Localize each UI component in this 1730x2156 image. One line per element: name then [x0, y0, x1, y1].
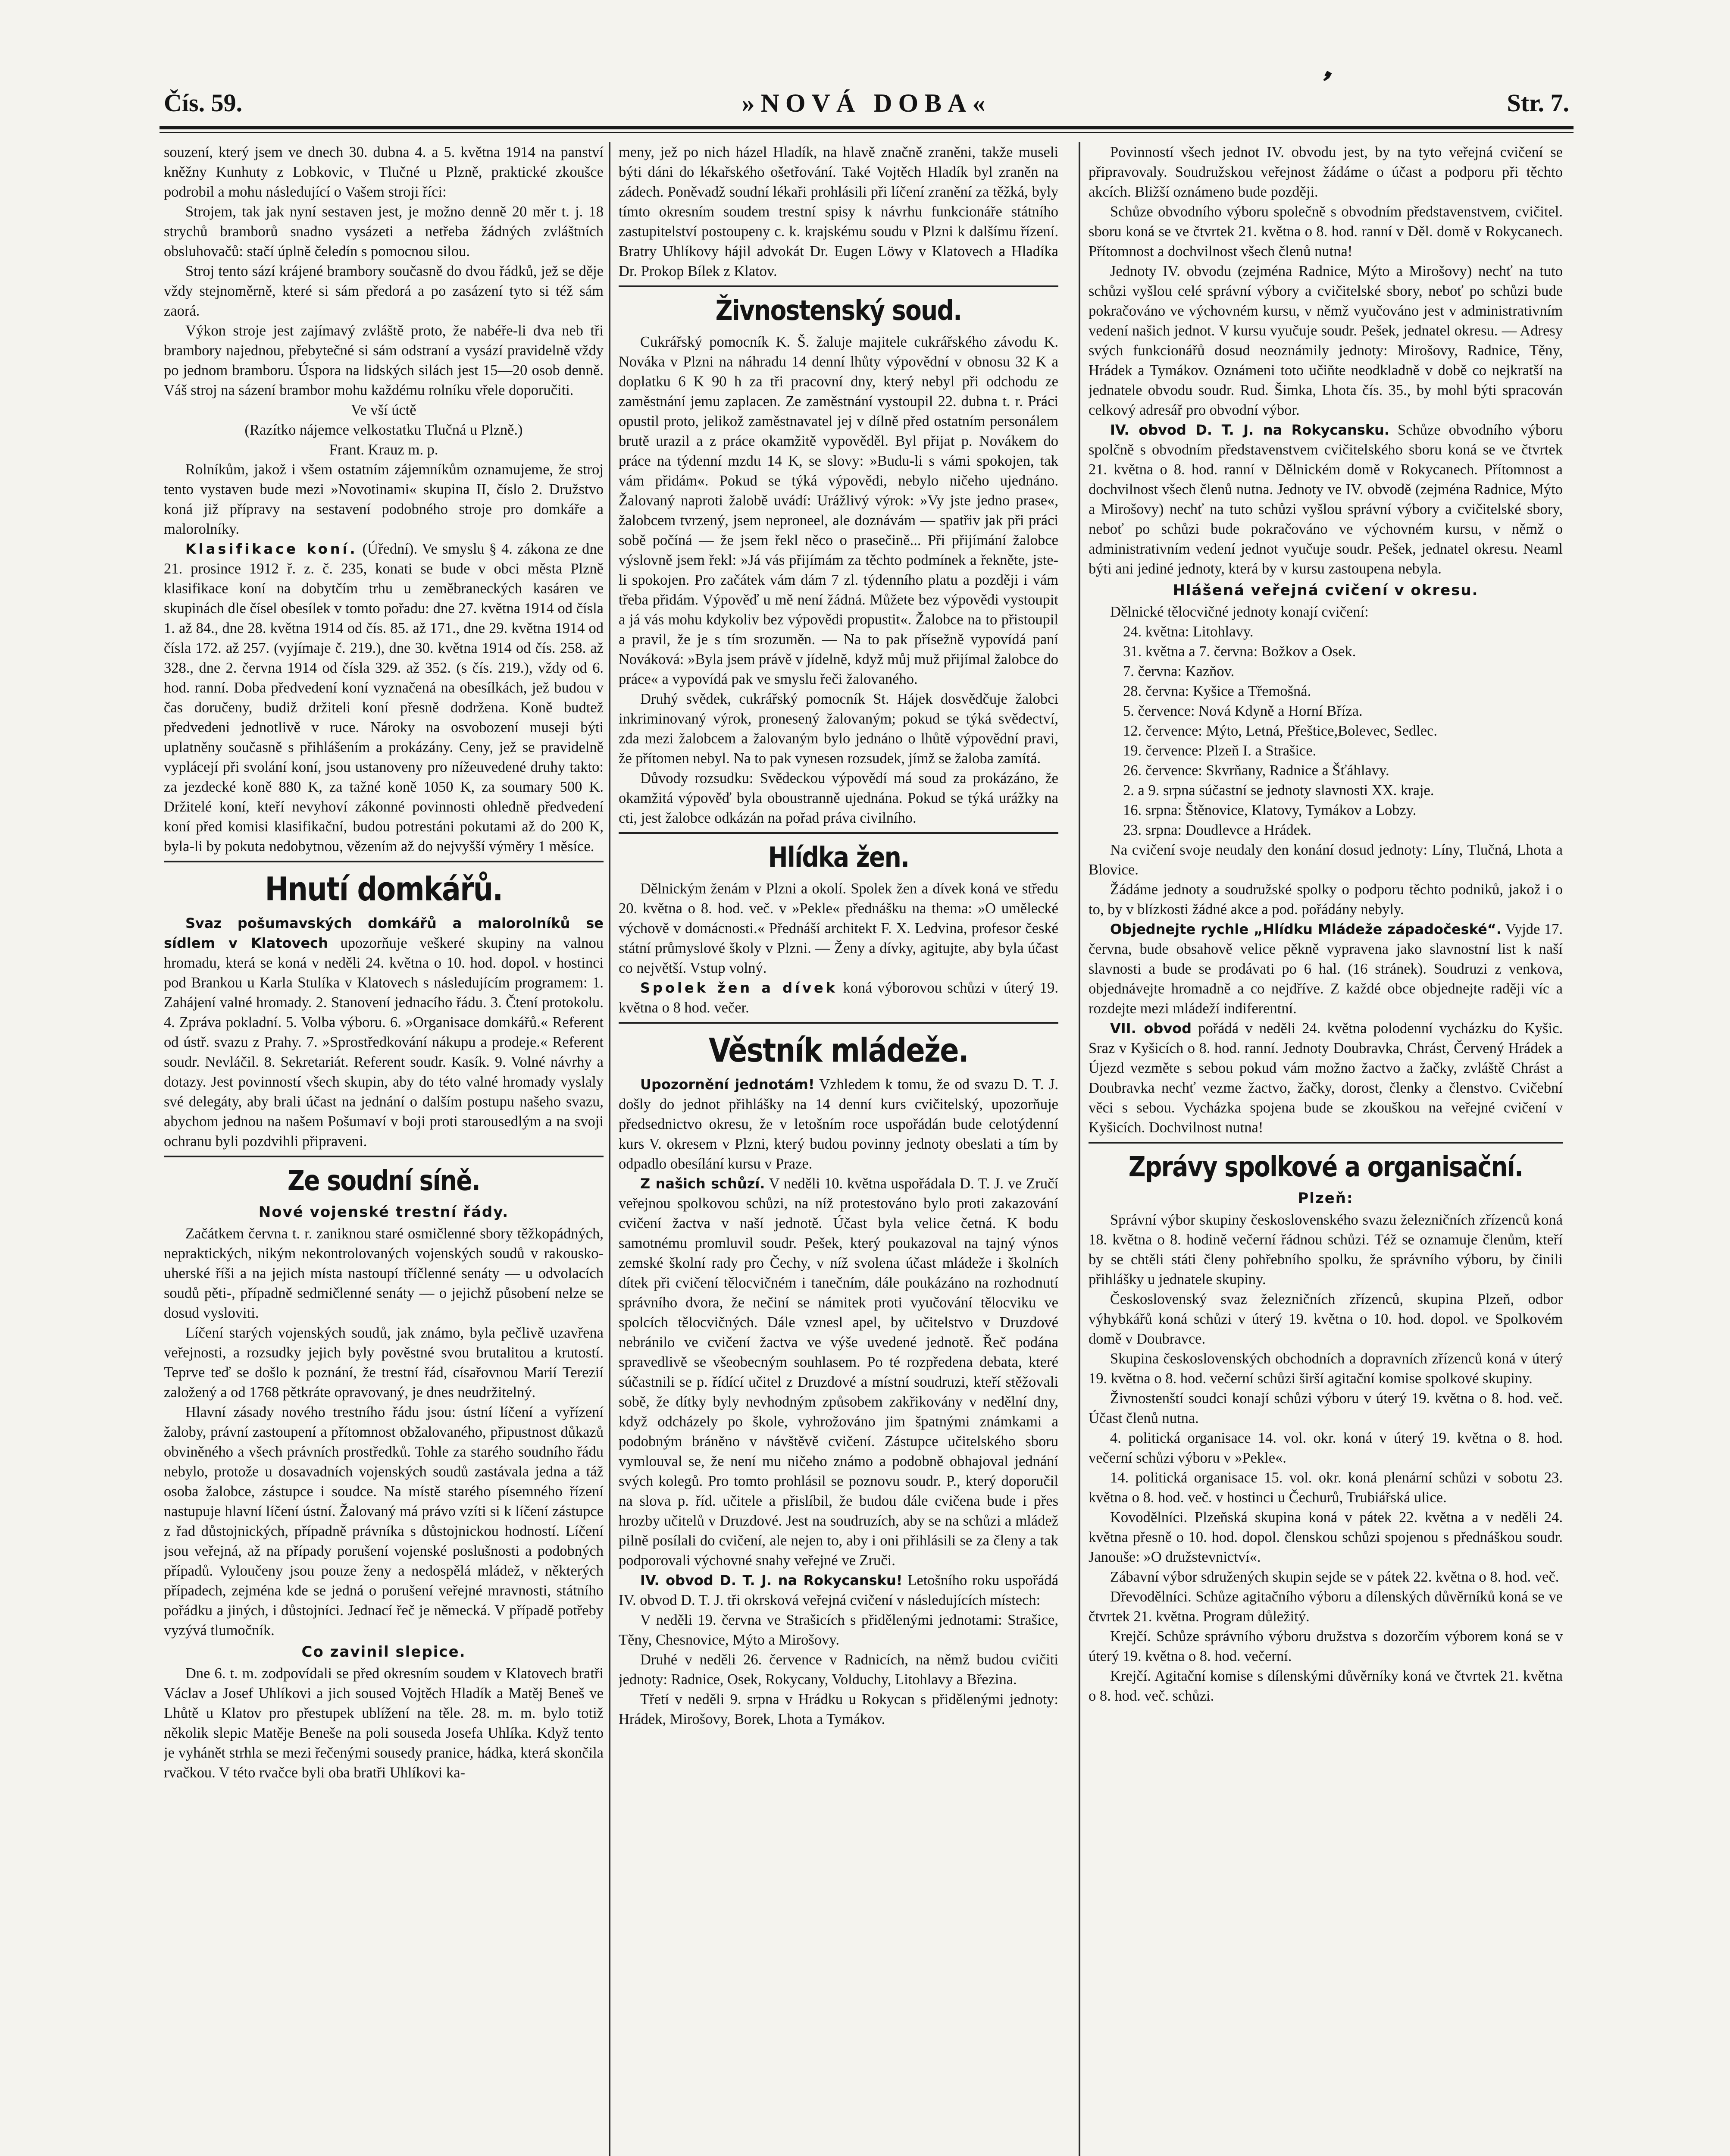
list-item: 31. května a 7. června: Božkov a Osek. [1123, 643, 1356, 660]
paragraph [1089, 919, 1563, 1018]
section-title: Hnutí domkářů. [265, 870, 503, 908]
article-lead: Klasifikace koní. [185, 541, 358, 557]
paragraph: Na cvičení svoje neudaly den konání dosud jednoty: Líny, Tlučná, Lhota a Blovice. [1089, 842, 1563, 878]
paragraph: Důvody rozsudku: Svědeckou výpovědí má soud za prokázáno, že okamžitá výpověď byla oboustranně ujednána. Pokud se týká urážky na cti, jest žalobce odkázán na pořad práva civilního. [619, 770, 1058, 826]
paragraph [164, 539, 604, 856]
column-1 [164, 142, 604, 2156]
column-3 [1089, 142, 1563, 2156]
stamp-note: (Razítko nájemce velkostatku Tlučná u Plzně.) [244, 422, 523, 438]
paragraph: Krejčí. Schůze správního výboru družstva s dozorčím výborem koná se v úterý 19. května o 8. hod. večerní. [1089, 1628, 1563, 1664]
section-rule [619, 285, 1058, 287]
paragraph: 14. politická organisace 15. vol. okr. koná plenární schůzi v sobotu 23. května o 8. hod. več. v hostinci u Čechurů, Trubiářská ulice. [1089, 1470, 1563, 1506]
header-rule-thin [160, 132, 1574, 133]
list-item: 5. července: Nová Kdyně a Horní Bříza. [1123, 703, 1363, 719]
section-rule [164, 1156, 604, 1157]
paragraph: souzení, který jsem ve dnech 30. dubna 4. a 5. května 1914 na panství kněžny Kunhuty z Lobkovic, v Tlučné u Plzně, praktické zkoušce podrobil a mohu následující o Vašem stroji říci: [164, 144, 604, 200]
page-number: Str. 7. [1507, 89, 1569, 117]
article-lead: Svaz pošumavských domkářů a malorolníků se sídlem v Klatovech [164, 915, 604, 951]
paragraph [619, 1075, 1058, 1174]
subsection-title: Plzeň: [1298, 1190, 1354, 1207]
paragraph: Rolníkům, jakož i všem ostatním zájemníkům oznamujeme, že stroj tento vystaven bude mezi »Novotinami« skupina II, číslo 2. Družstvo koná již přípravy na sestavení podobného stroje pro domkáře a malorolníky. [164, 461, 604, 537]
article-lead: Objednejte rychle „Hlídku Mládeže západočeské“. [1110, 921, 1502, 937]
closing: Ve vší úctě [351, 402, 416, 418]
list-item: 19. července: Plzeň I. a Strašice. [1123, 743, 1317, 759]
column-divider [609, 142, 610, 2156]
paragraph [619, 1570, 1058, 1610]
paragraph: 4. politická organisace 14. vol. okr. koná v úterý 19. května o 8. hod. večerní schůzi výboru v »Pekle«. [1089, 1430, 1563, 1466]
paragraph: Druhý svědek, cukrářský pomocník St. Hájek dosvědčuje žalobci inkriminovaný výrok, pronesený žalovaným; pokud se týká svědectví, zda mezi žalobcem a žalovaným bylo jednáno o lhůtě výpovědní pravi, že přítomen nebyl. Na to pak vynesen rozsudek, jímž se žaloba zamítá. [619, 691, 1058, 767]
paragraph [1089, 420, 1563, 579]
paragraph: Dřevodělníci. Schůze agitačního výboru a dílenských důvěrníků koná se ve čtvrtek 21. května. Program důležitý. [1089, 1589, 1563, 1625]
paragraph: Cukrářský pomocník K. Š. žaluje majitele cukrářského závodu K. Nováka v Plzni na náhradu 14 denní lhůty výpovědní v obnosu 32 K a doplatku 6 K 90 h za tři pracovní dny, který nebyl při odchodu ze zaměstnání jemu zaplacen. Ze zaměstnání vystoupil 22. dubna t. r. Práci opustil proto, jelikož zaměstnavatel jej v dílně před ostatním personálem brutě urazil a z práce okamžitě vypověděl. Byl přijat p. Novákem do práce na týdenní mzdu 14 K, se slovy: »Budu-li s vámi spokojen, tak vám přidám«. Pokud se týká výpovědi, nebylo ničeho ujednáno. Žalovaný naproti žalobě uvádí: Urážlivý výrok: »Vy jste jedno prase«, žalobcem tvrzený, jsem neproneel, ale doznávám — spatřiv jak při práci sobě počíná — že jsem řekl něco o prasečině... Při přijímání žalobce výslovně jsem řekl: »Já vás přijímám za těchto podmínek a řekněte, jste-li spokojen. Pro začátek vám dám 7 zl. týdenního platu a později i vám třeba přidám. Výpověď u mě není žádná. Můžete bez výpovědi vystoupit a já vás mohu kdykoliv bez výpovědi propustit«. Žalobce na to přistoupil a pravil, že je s tím srozuměn. — Na to pak přísežně vypovídá paní Nováková: »Byla jsem právě v jídelně, když můj muž přijímal žalobce do práce« a vypovídá pak ve smyslu řeči žalovaného. [619, 334, 1058, 687]
subsection-title: Nové vojenské trestní řády. [258, 1203, 509, 1221]
section-rule [619, 1022, 1058, 1024]
section-rule [619, 832, 1058, 834]
paragraph: Československý svaz železničních zřízenců, skupina Plzeň, odbor výhybkářů koná schůzi v úterý 19. května o 10. hod. dopol. ve Spolkovém domě v Doubravce. [1089, 1291, 1563, 1347]
list-item: 23. srpna: Doudlevce a Hrádek. [1123, 822, 1311, 838]
list-item: 16. srpna: Štěnovice, Klatovy, Tymákov a Lobzy. [1123, 802, 1417, 818]
article-lead: Upozornění jednotám! [640, 1076, 815, 1093]
article-text: V neděli 10. května uspořádala D. T. J. ve Zručí veřejnou spolkovou schůzi, na níž protestováno bylo proti zakazování cvičení žactva v naší jednotě. Účast byla velice četná. K bodu samotnému promluvil soudr. Pešek, který poukazoval na tajný výnos zemské školní rady pro Čechy, v níž svolena účast mládeže i školních dítek při cvičení tělocvičném i tanečním, dále poukázáno na rozhodnutí správního dvora, že nečiní se námitek proti vyučování tělocviku ve spolcích tělocvičných. Dále vznesl apel, by učitelstvo v Druzdové nebránilo ve cvičení žactva ve výše uvedené jednotě. Řeč podána spravedlivě se všeobecným souhlasem. Po té rozpředena debata, které súčastnili se p. řídící učitel z Druzdové a místní soudruzi, kteří stěžovali sobě, že dítky byly nevhodným způsobem zakřikovány v nedělní dny, když odcházely po škole, vyhrožováno jim špatnými známkami a podobným bráněno v návštěvě cvičení. Zástupce učitelského sboru vymlouval se, že není mu ničeho známo a podobně obhajoval jednání svých kolegů. Pro tomto prohlásil se poznovu soudr. P., který doporučil na slova p. říd. učitele a přislíbil, že budou dále cvičena bude i přes hrozby učitelů v Druzdové. Jest na soudruzích, aby se na schůzi a mládež pilně posílali do cvičení, ale nejen to, aby i oni přihlásili se za členy a tak podporovali výchovné snahy veřejné ve Zruči. [619, 1175, 1058, 1569]
list-item: 28. června: Kyšice a Třemošná. [1123, 683, 1311, 699]
section-title: Ze soudní síně. [287, 1165, 480, 1197]
paragraph: Správní výbor skupiny československého svazu železničních zřízenců koná 18. května o 8. hodině večerní řádnou schůzi. Též se oznamuje členům, kteří by se chtěli státi členy pohřebního spolku, že správního výboru, by činili přihlášky u jednatele skupiny. [1089, 1212, 1563, 1288]
paragraph [619, 978, 1058, 1018]
article-text: Vzhledem k tomu, že od svazu D. T. J. došly do jednot přihlášky na 14 denní kurs cvičitelský, upozorňuje předsednictvo okresu, že v letošním roce uspořádán bude celotýdenní kurs V. okresem v Plzni, který budou povinny jednoty obeslati a tím by odpadlo obesílání kursu v Praze. [619, 1076, 1058, 1172]
article-lead: IV. obvod D. T. J. na Rokycansku! [640, 1572, 903, 1589]
paragraph: Druhé v neděli 26. července v Radnicích, na němž budou cvičiti jednoty: Radnice, Osek, Rokycany, Volduchy, Litohlavy a Březina. [619, 1651, 1058, 1688]
paragraph: Dělnickým ženám v Plzni a okolí. Spolek žen a dívek koná ve středu 20. května o 8. hod. več. v »Pekle« přednášku na thema: »O umělecké výchově v domácnosti.« Přednáší architekt F. X. Ledvina, profesor české státní průmyslové školy v Plzni. — Ženy a dívky, agitujte, aby byla účast co největší. Vstup volný. [619, 881, 1058, 976]
column-divider [1079, 142, 1080, 2156]
article-lead: IV. obvod D. T. J. na Rokycansku. [1110, 422, 1390, 438]
column-2 [619, 142, 1058, 2156]
article-lead: VII. obvod [1110, 1020, 1192, 1037]
subsection-title: Co zavinil slepice. [301, 1643, 466, 1661]
article-text: koná výborovou schůzi v úterý 19. května o 8 hod. večer. [619, 980, 1058, 1016]
paragraph: Líčení starých vojenských soudů, jak známo, byla pečlivě uzavřena veřejnosti, a rozsudky jejich byly pověstné svou brutalitou a krutostí. Teprve teď se došlo k poznání, že trestní řád, císařovnou Marií Terezií založený a od 1768 pětkráte opravovaný, je dnes neudržitelný. [164, 1325, 604, 1401]
list-item: 2. a 9. srpna súčastní se jednoty slavnosti XX. kraje. [1123, 782, 1434, 799]
paragraph: meny, jež po nich házel Hladík, na hlavě značně zraněni, takže museli býti dáni do lékařského ošetřování. Také Vojtěch Hladík byl zraněn na zádech. Poněvadž soudní lékaři prohlásili při líčení zranění za těžká, byly tímto okresním soudem trestní spisy k návrhu funkcionáře státního zastupitelství postoupeny c. k. krajskému soudu v Plzni k dalšímu řízení. Bratry Uhlíkovy hájil advokát Dr. Eugen Löwy v Klatovech a Hladíka Dr. Prokop Bílek z Klatov. [619, 144, 1058, 279]
paragraph: Živnostenští soudci konají schůzi výboru v úterý 19. května o 8. hod. več. Účast členů nutna. [1089, 1390, 1563, 1426]
paragraph: Jednoty IV. obvodu (zejména Radnice, Mýto a Mirošovy) nechť na tuto schůzi vyšlou celé správní výbory a cvičitelské sbory, neboť po schůzi bude pokračováno ve výchovném kursu, v němž vyučováno jest v administrativním vedení našich jednot. V kursu vyučuje soudr. Pešek, jednatel okresu. — Adresy svých funkcionářů dosud neoznámily jednoty: Mirošovy, Radnice, Těny, Hrádek a Tymákov. Oznámeni toto učiňte neodkladně v době co nejkratší na jednatele obvodu soudr. Rud. Šimka, Lhota čís. 35., by mohl býti spracován celkový adresář pro obvodní výbor. [1089, 263, 1563, 418]
paragraph: Hlavní zásady nového trestního řádu jsou: ústní líčení a vyřízení žaloby, právní zastoupení a přítomnost obžalovaného, připustnost důkazů obviněného a všech právních prostředků. Tohle za starého soudního řádu nebylo, protože u dosavadních vojenských soudů zastávala jedna a táž osoba žalobce, zástupce i soudce. Na místě starého písemného řízení nastupuje hlavní líčení ústní. Žalovaný má právo vzíti si k líčení zástupce z řad důstojnických, případně právníka s důstojnickou hodností. Líčení jsou veřejná, až na případy porušení vojenské poslušnosti a podobných případů. Vyloučeny jsou pouze ženy a nedospělá mládež, v některých případech, zejména kde se jedná o porušení veřejné mravnosti, státního pořádku a jiných, i důstojníci. Jednací řeč je německá. V případě potřeby vyzývá tlumočník. [164, 1404, 604, 1639]
paragraph: Třetí v neděli 9. srpna v Hrádku u Rokycan s přidělenými jednoty: Hrádek, Mirošovy, Borek, Lhota a Tymákov. [619, 1691, 1058, 1727]
paragraph: Stroj tento sází krájené brambory současně do dvou řádků, jež se děje vždy stejnoměrně, které si sám předorá a po zasázení tyto si též sám zaorá. [164, 263, 604, 319]
article-text: Schůze obvodního výboru spolčně s obvodním představenstvem cvičitelského sboru koná se ve čtvrtek 21. května o 8. hod. ranní v Dělnickém domě v Rokycanech. Přítomnost a dochvilnost všech členů nutna. Jednoty ve IV. obvodě (zejména Radnice, Mýto a Mirošovy) nechť na tuto schůzi vyšlou správní výbory a cvičitelské sbory, neboť po schůzi bude pokračováno ve výchovném kursu, v němž o administrativním vedení jednot vyučuje soudr. Pešek, jednatel okresu. Neaml býti ani jediné jednoty, která by v kursu zastoupena nebyla. [1089, 422, 1563, 577]
paragraph: Začátkem června t. r. zaniknou staré osmičlenné sbory těžkopádných, nepraktických, nikým nekontrolovaných vojenských soudů v rakousko-uherské říši a na jejich místa nastoupí tříčlenné senáty — u odvolacích soudů pěti-, případně sedmičlenné senáty — o jejichž působení nelze se dosud vysloviti. [164, 1225, 604, 1321]
article-text: Letošního roku uspořádá IV. obvod D. T. J. tři okrsková veřejná cvičení v následujících místech: [619, 1572, 1058, 1608]
paragraph: Zábavní výbor sdružených skupin sejde se v pátek 22. května o 8. hod. več. [1110, 1569, 1559, 1585]
paragraph: Dne 6. t. m. zodpovídali se před okresním soudem v Klatovech bratři Václav a Josef Uhlíkovi a jich soused Vojtěch Hladík a Matěj Beneš ve Lhůtě u Klatov pro přestupek ublížení na těle. 28. m. m. bylo totiž několik slepic Matěje Beneše na poli souseda Josefa Uhlíka. Když tento je vyhánět strhla se mezi řečenými sousedy pranice, hádka, která skončila rvačkou. V této rvačce byli oba bratři Uhlíkovi ka- [164, 1665, 604, 1781]
article-lead: Spolek žen a dívek [640, 980, 838, 996]
section-title: Věstník mládeže. [708, 1031, 969, 1069]
section-title: Hlídka žen. [768, 842, 909, 874]
subsection-title: Hlášená veřejná cvičení v okresu. [1173, 582, 1479, 599]
paragraph: Povinností všech jednot IV. obvodu jest, by na tyto veřejná cvičení se připravovaly. Soudružskou veřejnost žádáme o účast a podporu při těchto akcích. Bližší oznámeno bude později. [1089, 144, 1563, 200]
ink-mark-icon: ❜ [1311, 64, 1337, 100]
signature: Frant. Krauz m. p. [329, 442, 438, 458]
newspaper-title: »NOVÁ DOBA« [741, 89, 992, 117]
paragraph: Schůze obvodního výboru společně s obvodním představenstvem, cvičitel. sboru koná se ve čtvrtek 21. května o 8. hod. ranní v Děl. domě v Rokycanech. Přítomnost a dochvilnost všech členů nutna! [1089, 204, 1563, 260]
article-text: Vyjde 17. června, bude obsahově velice pěkně vypravena jako slavnostní list k naší slavnosti a bude se prodávati po 6 hal. (16 stránek). Soudruzi z venkova, objednávejte hromadně a co nejdříve. Z každé obce objednejte raději víc a rozdejte mezi mládeží indiferentní. [1089, 921, 1563, 1017]
paragraph: V neděli 19. června ve Strašicích s přidělenými jednotami: Strašice, Těny, Chesnovice, Mýto a Mirošovy. [619, 1612, 1058, 1648]
exercise-list [1089, 622, 1563, 840]
page-header [164, 88, 1569, 127]
section-title: Zprávy spolkové a organisační. [1128, 1151, 1523, 1183]
article-text: pořádá v neděli 24. května polodenní vycházku do Kyšic. Sraz v Kyšicích o 8. hod. ranní. Jednoty Doubravka, Chrást, Červený Hrádek a Újezd vezměte s sebou pokud vám možno žactvo a žačky, zvláště Chrást a Doubravka nechť vezme žactvo, žačky, dorost, členky a členstvo. Cvičební věci s sebou. Vycházka spojena bude se zkouškou na veřejné cvičení v Kyšicích. Dochvilnost nutna! [1089, 1020, 1563, 1136]
section-rule [1089, 1142, 1563, 1144]
article-lead: Z našich schůzí. [640, 1175, 765, 1192]
article-text: upozorňuje veškeré skupiny na valnou hromadu, která se koná v neděli 24. května o 10. hod. dopol. v hostinci pod Brankou u Karla Stulíka v Klatovech s následujícím programem: 1. Zahájení valné hromady. 2. Stanovení jednacího řádu. 3. Čtení protokolu. 4. Zpráva pokladní. 5. Volba výboru. 6. »Organisace domkářů.« Referent od ústř. svazu z Prahy. 7. »Sprostředkování nákupu a prodeje.« Referent soudr. Nevláčil. 8. Sekretariát. Referent soudr. Kasík. 9. Volné návrhy a dotazy. Jest povinností všech skupin, aby do této valné hromady vyslaly své delegáty, aby brali účast na jednání o dalším postupu našeho svazu, abychom jednou na našem Pošumaví v boji proti starousedlým a na svoji ochranu byli pozdvihli připraveni. [164, 935, 604, 1150]
issue-number: Čís. 59. [164, 89, 243, 117]
paragraph: Dělnické tělocvičné jednoty konají cvičení: [1110, 604, 1369, 620]
paragraph [619, 1174, 1058, 1570]
list-item: 24. května: Litohlavy. [1123, 624, 1254, 640]
list-item: 26. července: Skvrňany, Radnice a Šťáhlavy. [1123, 762, 1389, 779]
paragraph: Krejčí. Agitační komise s dílenskými důvěrníky koná ve čtvrtek 21. května o 8. hod. več. schůzi. [1089, 1668, 1563, 1704]
paragraph [1089, 1018, 1563, 1138]
section-rule [164, 861, 604, 862]
paragraph: Skupina československých obchodních a dopravních zřízenců koná v úterý 19. května o 8. hod. večerní schůzi širší agitační komise spolkové skupiny. [1089, 1351, 1563, 1387]
list-item: 12. července: Mýto, Letná, Přeštice,Bolevec, Sedlec. [1123, 723, 1438, 739]
paragraph: Žádáme jednoty a soudružské spolky o podporu těchto podniků, jakož i o to, by v blízkosti žádné akce a pod. pořádány nebyly. [1089, 881, 1563, 918]
section-title: Živnostenský soud. [715, 295, 962, 327]
article-text: (Úřední). Ve smyslu § 4. zákona ze dne 21. prosince 1912 ř. z. č. 235, konati se bude v obci města Plzně klasifikace koní na dobytčím trhu u zeměbraneckých kasáren ve skupinách dle čísel obesílek v tomto pořadu: dne 27. května 1914 od čísla 1. až 84., dne 28. května 1914 od čís. 85. až 171., dne 29. května 1914 od čísla 172. až 257. (vyjímaje č. 219.), dne 30. května 1914 od čís. 258. až 328., dne 2. června 1914 od čísla 329. až 352. (s čís. 219.), vždy od 6. hod. ranní. Doba předvedení koní vyznačená na obesílkách, jež budou v čas doručeny, budiž držiteli koní přesně dodržena. Koně budtež předvedeni jednotlivě v ruce. Nároky na osvobození museji býti uplatněny současně s přihlášením a prokázány. Ceny, jež se pravidelně vyplácejí při svolání koní, jsou ustanoveny pro nížeuvedené druhy takto: za jezdecké koně 880 K, za tažné koně 1050 K, za soumary 500 K. Držitelé koní, kteří nevyhoví zákonné povinnosti ohledně předvedení koní před komisi klasifikační, budou potrestáni pokutami až do 200 K, byla-li by pokuta nedobytnou, vězením až do nejvyšší výměry 1 měsíce. [164, 541, 604, 855]
header-rule [160, 126, 1574, 129]
paragraph: Kovodělníci. Plzeňská skupina koná v pátek 22. května a v neděli 24. května přesně o 10. hod. dopol. členskou schůzi spojenou s přednáškou soudr. Janouše: »O družstevnictví«. [1089, 1509, 1563, 1565]
paragraph: Výkon stroje jest zajímavý zvláště proto, že nabéře-li dva neb tři brambory najednou, přebytečné si sám odstraní a vysází pravidelně vždy po jednom bramboru. Úspora na lidských silách jest 15—20 osob denně. Váš stroj na sázení brambor mohu každému rolníku vřele doporučiti. [164, 323, 604, 398]
paragraph: Strojem, tak jak nyní sestaven jest, je možno denně 20 měr t. j. 18 strychů bramborů snadno vysázeti a netřeba žádných zvláštních obsluhovačů: stačí úplně čeledín s pomocnou silou. [164, 204, 604, 260]
paragraph [164, 913, 604, 1151]
list-item: 7. června: Kazňov. [1123, 663, 1235, 680]
